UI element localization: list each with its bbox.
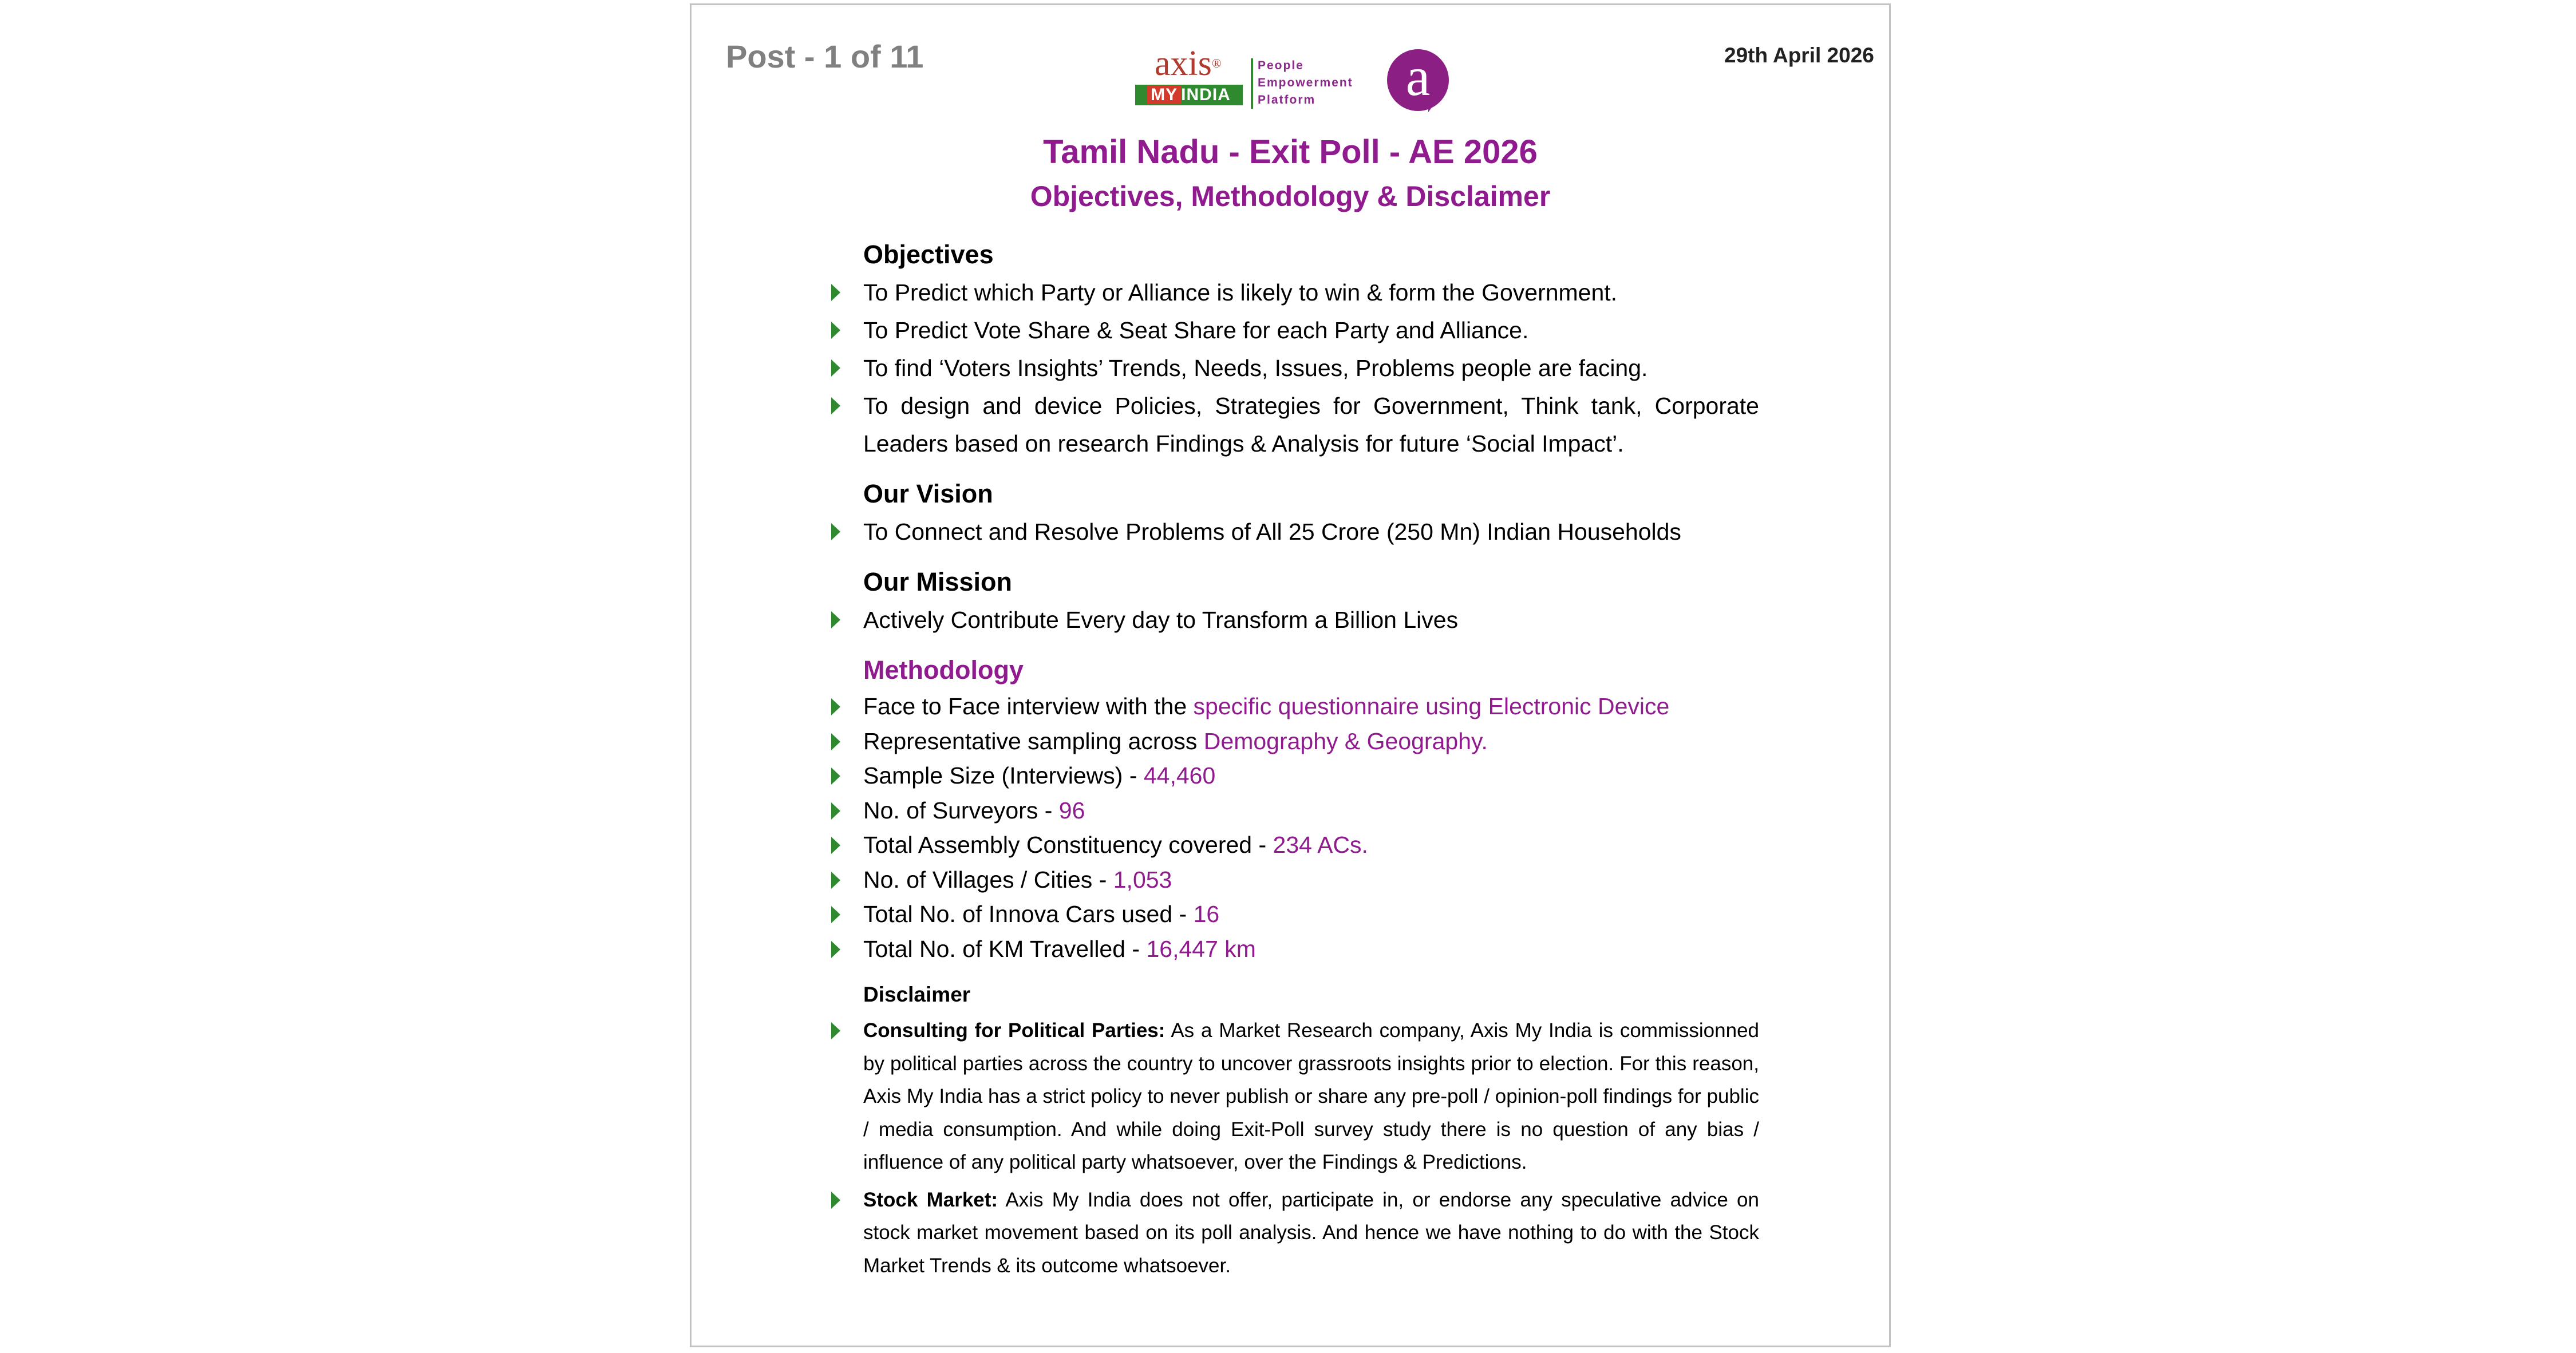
bullet-arrow-icon [831,698,840,715]
bullet-arrow-icon [831,802,840,820]
bullet-arrow-icon [831,941,840,958]
list-item: To Predict which Party or Alliance is likely to win & form the Government. [863,274,1759,311]
methodology-item: Total Assembly Constituency covered - 234 ACs. [863,828,1759,863]
bullet-arrow-icon [831,359,840,377]
objectives-heading: Objectives [863,240,994,269]
disclaimer-item: Consulting for Political Parties: As a Market Research company, Axis My India is commissionned by political parties across the country to uncover grassroots insights prior to election. For this reason, Axis My India has a strict policy to never publish or share any pre-poll / opinion-poll findings for public / media consumption. And while doing Exit-Poll survey study there is no question of any bias / influence of any political party whatsoever, over the Findings & Predictions. [863,1014,1759,1179]
mission-heading: Our Mission [863,567,1013,596]
page-title: Tamil Nadu - Exit Poll - AE 2026 [1043,133,1538,171]
logo-my-india: MY INDIA [1135,85,1243,105]
disclaimer-item: Stock Market: Axis My India does not offer, participate in, or endorse any speculative advice on stock market movement based on its poll analysis. And hence we have nothing to do with the Stock Market Trends & its outcome whatsoever. [863,1184,1759,1283]
content [863,236,1759,1295]
logo-badge-icon: a [1387,49,1449,111]
post-counter: Post - 1 of 11 [726,38,924,74]
list-item: To find ‘Voters Insights’ Trends, Needs, Issues, Problems people are facing. [863,349,1759,387]
vision-heading: Our Vision [863,479,993,508]
list-item: To design and device Policies, Strategies for Government, Think tank, Corporate Leaders based on research Findings & Analysis for future ‘Social Impact’. [863,387,1759,462]
bullet-arrow-icon [831,1192,840,1209]
objectives-section [863,236,1759,462]
bullet-arrow-icon [831,872,840,889]
disclaimer-section [863,979,1759,1282]
bullet-arrow-icon [831,611,840,628]
methodology-item: Representative sampling across Demography & Geography. [863,724,1759,759]
post-date: 29th April 2026 [1724,43,1874,67]
methodology-item: Total No. of KM Travelled - 16,447 km [863,932,1759,967]
bullet-arrow-icon [831,284,840,301]
bullet-arrow-icon [831,397,840,414]
bullet-arrow-icon [831,523,840,540]
vision-section [863,475,1759,551]
methodology-item: Total No. of Innova Cars used - 16 [863,897,1759,932]
axis-my-india-logo [1131,46,1451,118]
list-item: To Connect and Resolve Problems of All 25 Crore (250 Mn) Indian Households [863,513,1759,551]
logo-tagline: People Empowerment Platform [1258,59,1353,106]
logo-divider [1251,58,1253,109]
disclaimer-heading: Disclaimer [863,983,971,1006]
logo-axis-text: axis® [1155,44,1222,83]
bullet-arrow-icon [831,733,840,750]
list-item: To Predict Vote Share & Seat Share for each Party and Alliance. [863,311,1759,349]
list-item: Actively Contribute Every day to Transform a Billion Lives [863,601,1759,639]
page-subtitle: Objectives, Methodology & Disclaimer [1030,180,1551,212]
bullet-arrow-icon [831,322,840,339]
methodology-section [863,651,1759,966]
methodology-item: No. of Surveyors - 96 [863,793,1759,828]
bullet-arrow-icon [831,1022,840,1039]
bullet-arrow-icon [831,768,840,785]
mission-section [863,563,1759,639]
bullet-arrow-icon [831,906,840,923]
bullet-arrow-icon [831,837,840,854]
methodology-item: No. of Villages / Cities - 1,053 [863,863,1759,897]
methodology-heading: Methodology [863,655,1024,685]
methodology-item: Sample Size (Interviews) - 44,460 [863,758,1759,793]
methodology-item: Face to Face interview with the specific questionnaire using Electronic Device [863,689,1759,724]
